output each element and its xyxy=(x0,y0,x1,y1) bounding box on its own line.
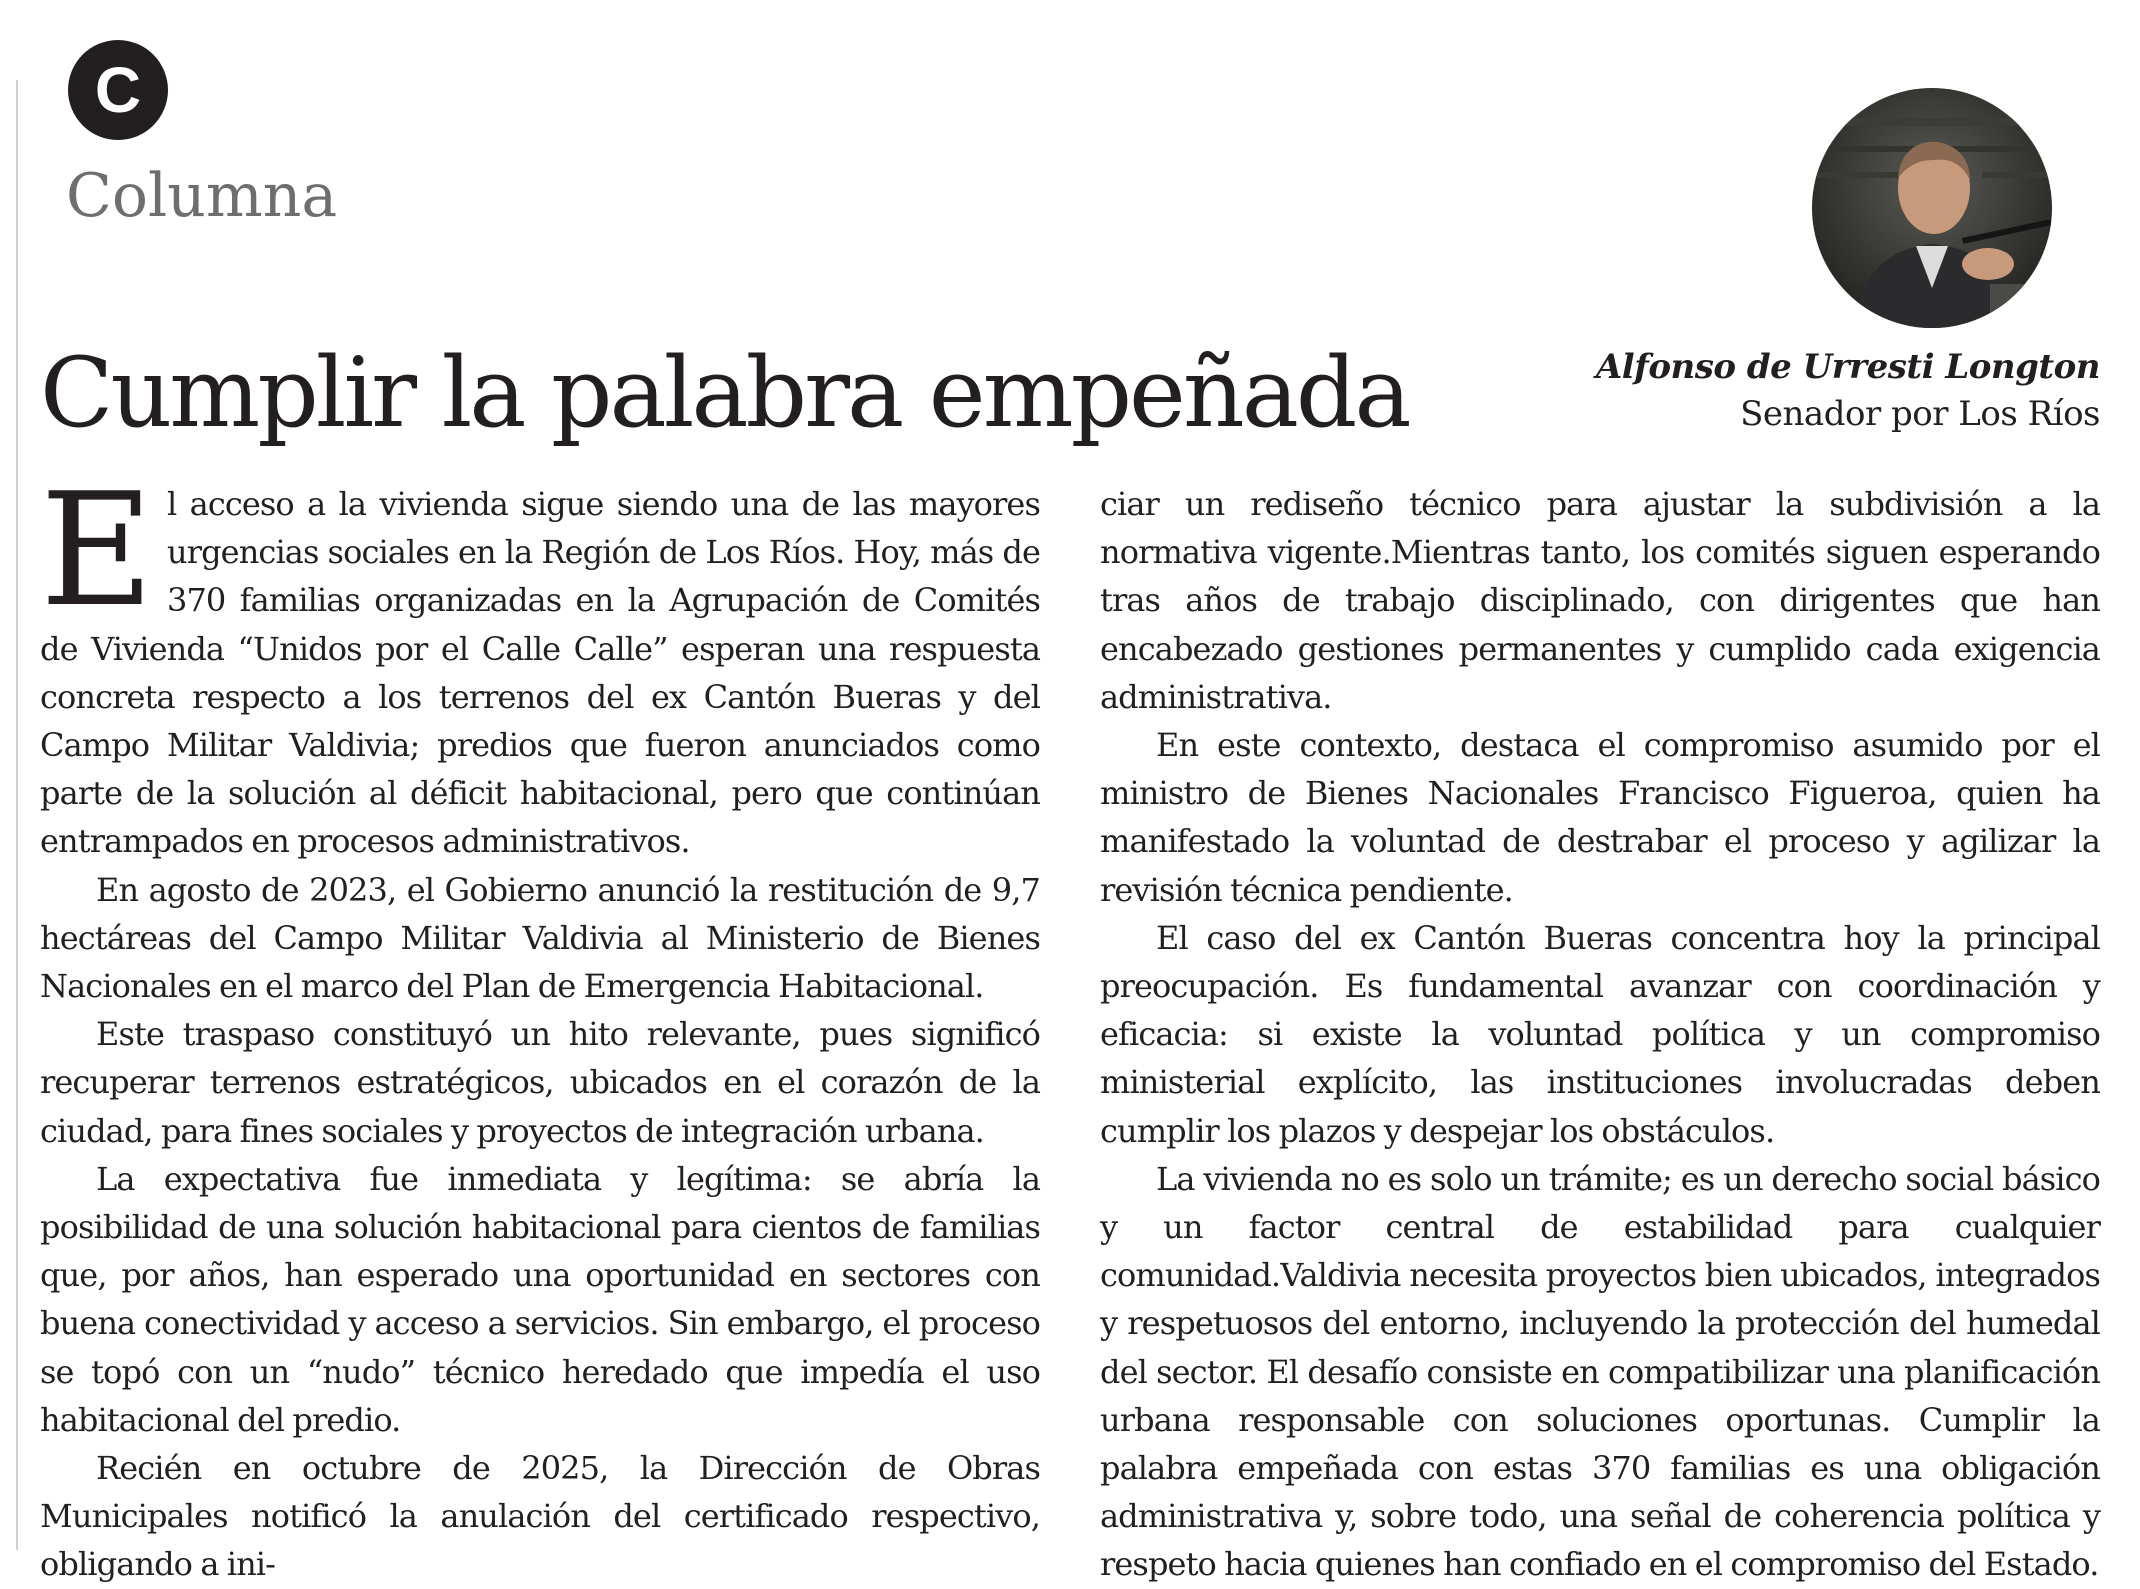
article-paragraph: ciar un rediseño técnico para ajustar la subdivisión a la normativa vigente.Mientras tanto, los comités siguen esperando tras años de trabajo disciplinado, con dirigentes que han encabezado gestiones permanentes y cumplido cada exigencia administrativa. xyxy=(1100,485,2100,716)
article-paragraph: Este traspaso constituyó un hito relevante, pues significó recuperar terrenos estratégicos, ubicados en el corazón de la ciudad, para fines sociales y proyectos de integración urbana. xyxy=(40,1015,1040,1150)
section-label: Columna xyxy=(66,161,338,231)
author-role: Senador por Los Ríos xyxy=(1740,394,2100,434)
article-headline: Cumplir la palabra empeñada xyxy=(40,337,1409,449)
author-photo xyxy=(1812,88,2052,328)
article-paragraph: En agosto de 2023, el Gobierno anunció la restitución de 9,7 hectáreas del Campo Militar Valdivia al Ministerio de Bienes Nacionales en el marco del Plan de Emergencia Habitacional. xyxy=(40,870,1040,1006)
article-column-left xyxy=(40,459,1040,1589)
article-paragraph xyxy=(40,459,1040,866)
drop-cap: E xyxy=(40,459,153,641)
author-portrait-image xyxy=(1812,88,2052,328)
author-byline xyxy=(1596,345,2100,439)
article-paragraph: En este contexto, destaca el compromiso asumido por el ministro de Bienes Nacionales Francisco Figueroa, quien ha manifestado la voluntad de destrabar el proceso y agilizar la revisión técnica pendiente. xyxy=(1100,726,2100,909)
article-column-right xyxy=(1100,480,2100,1589)
page-left-rule xyxy=(16,80,18,1550)
article-paragraph: El caso del ex Cantón Bueras concentra hoy la principal preocupación. Es fundamental avanzar con coordinación y eficacia: si existe la voluntad política y un compromiso ministerial explícito, las instituciones involucradas deben cumplir los plazos y despejar los obstáculos. xyxy=(1100,918,2100,1150)
article-paragraph: La vivienda no es solo un trámite; es un derecho social básico y un factor central de estabilidad para cualquier comunidad.Valdivia necesita proyectos bien ubicados, integrados y respetuosos del entorno, incluyendo la protección del humedal del sector. El desafío consiste en compatibilizar una planificación urbana responsable con soluciones oportunas. Cumplir la palabra empeñada con estas 370 familias es una obligación administrativa y, sobre todo, una señal de coherencia política y respeto hacia quienes han confiado en el compromiso del Estado. xyxy=(1100,1159,2100,1584)
article-paragraph: Recién en octubre de 2025, la Dirección de Obras Municipales notificó la anulación del certificado respectivo, obligando a ini- xyxy=(40,1449,1040,1584)
section-badge xyxy=(68,40,168,140)
article-paragraph: La expectativa fue inmediata y legítima: se abría la posibilidad de una solución habitacional para cientos de familias que, por años, han esperado una oportunidad en sectores con buena conectividad y acceso a servicios. Sin embargo, el proceso se topó con un “nudo” técnico heredado que impedía el uso habitacional del predio. xyxy=(40,1159,1040,1439)
article-paragraph-text: l acceso a la vivienda sigue siendo una de las mayores urgencias sociales en la Región de Los Ríos. Hoy, más de 370 familias organizadas en la Agrupación de Comités de Vivienda “Unidos por el Calle Calle” esperan una respuesta concreta respecto a los terrenos del ex Cantón Bueras y del Campo Militar Valdivia; predios que fueron anunciados como parte de la solución al déficit habitacional, pero que continúan entrampados en procesos administrativos. xyxy=(40,485,1040,861)
author-name: Alfonso de Urresti Longton xyxy=(1595,347,2100,387)
section-badge-letter: C xyxy=(94,54,142,126)
